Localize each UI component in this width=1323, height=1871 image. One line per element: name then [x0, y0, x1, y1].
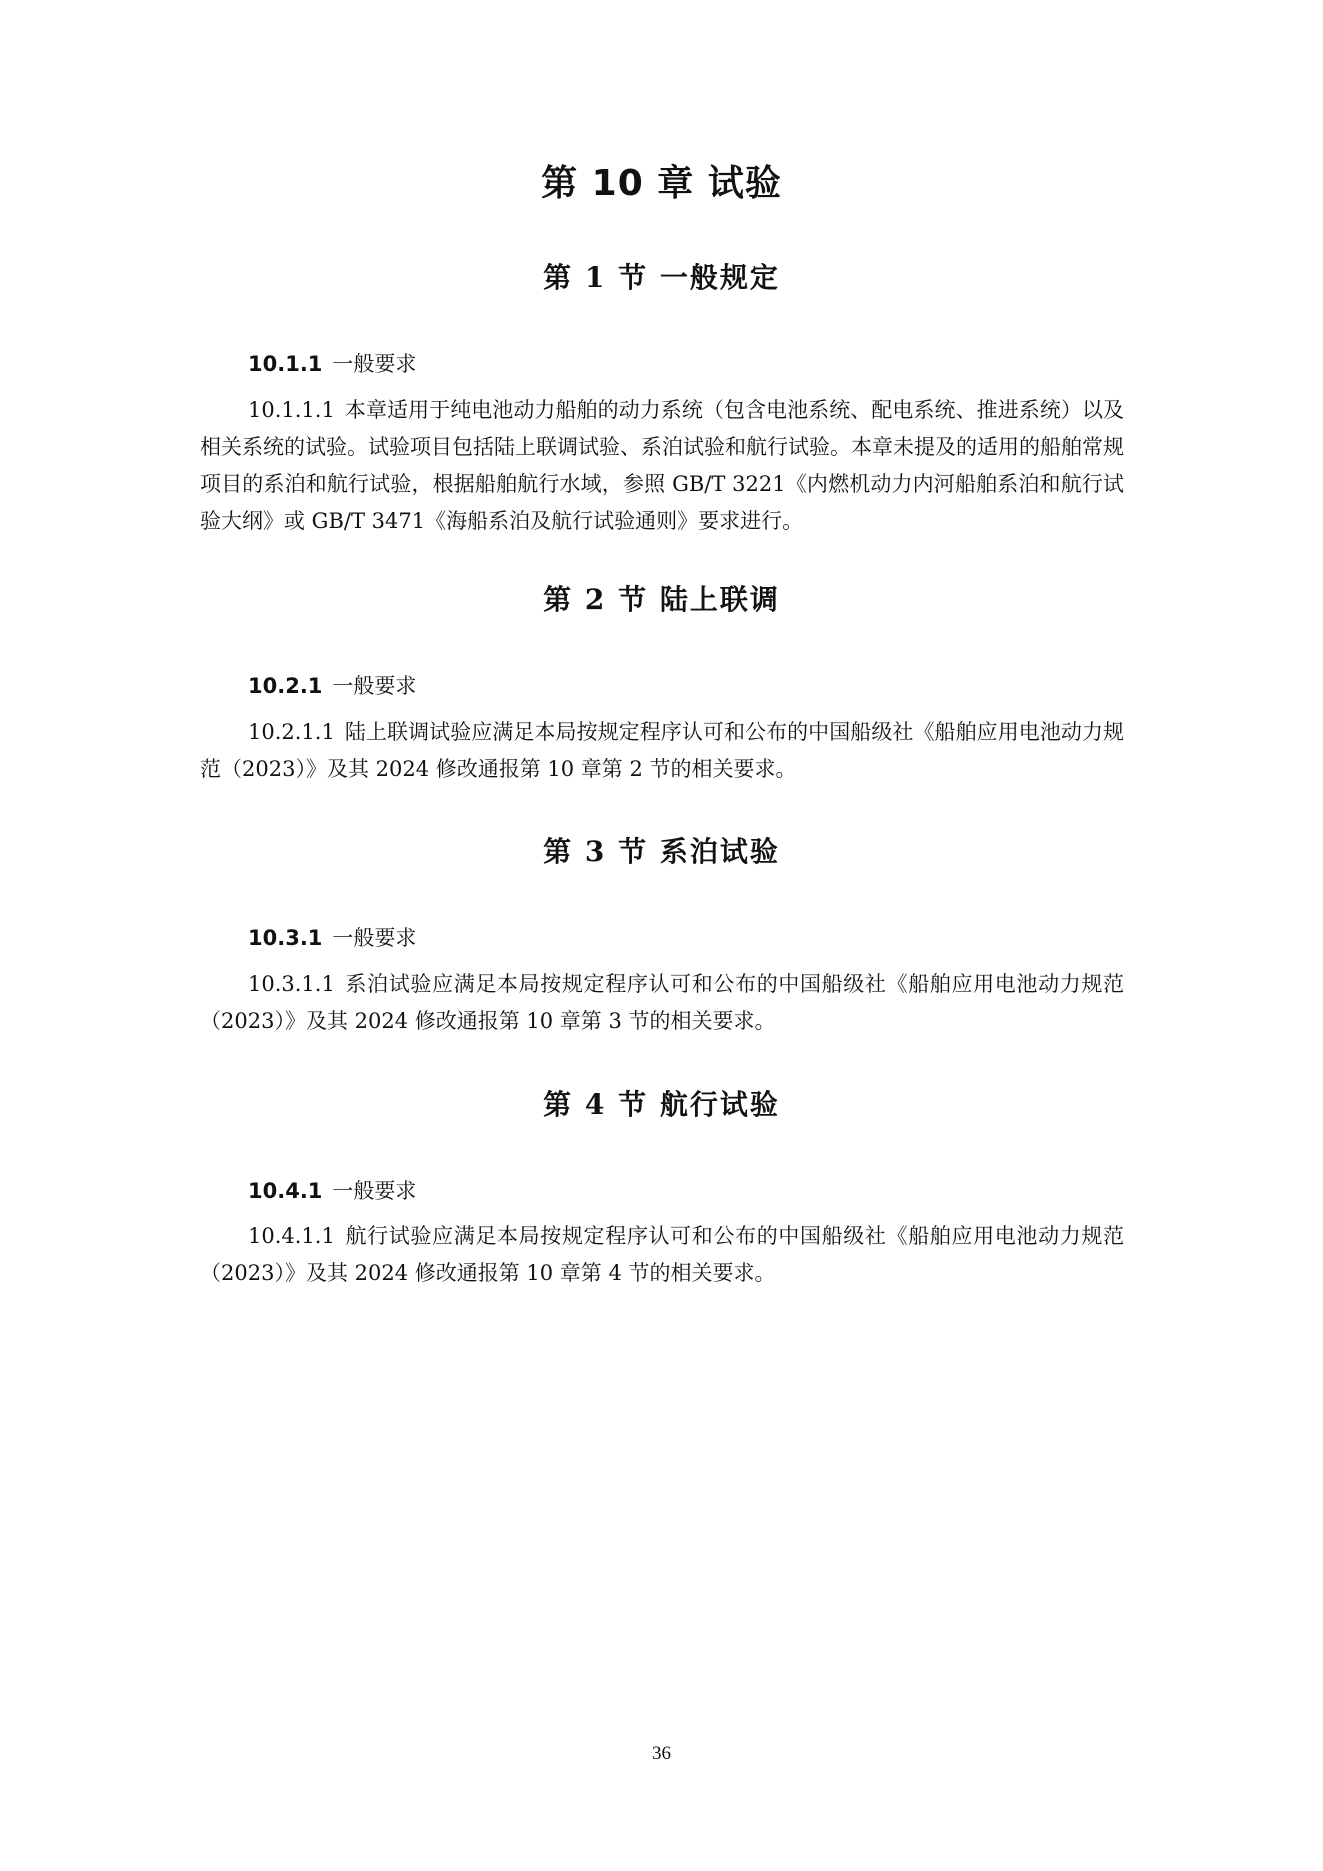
paragraph-number: 10.2.1.1 — [248, 720, 335, 744]
clause-heading-10-3-1 — [248, 924, 416, 952]
clause-title: 一般要求 — [332, 926, 417, 950]
section-title-2: 第 2 节 陆上联调 — [543, 583, 780, 616]
paragraph-text: 陆上联调试验应满足本局按规定程序认可和公布的中国船级社《船舶应用电池动力规范（2023）》及其 2024 修改通报第 10 章第 2 节的相关要求。 — [200, 720, 1124, 781]
paragraph-text: 航行试验应满足本局按规定程序认可和公布的中国船级社《船舶应用电池动力规范（2023）》及其 2024 修改通报第 10 章第 4 节的相关要求。 — [200, 1224, 1124, 1285]
paragraph-number: 10.3.1.1 — [248, 972, 335, 996]
paragraph-10-2-1-1 — [200, 714, 1124, 788]
clause-number: 10.4.1 — [248, 1179, 323, 1203]
paragraph-text: 本章适用于纯电池动力船舶的动力系统（包含电池系统、配电系统、推进系统）以及相关系统的试验。试验项目包括陆上联调试验、系泊试验和航行试验。本章未提及的适用的船舶常规项目的系泊和航行试验，根据船舶航行水域，参照 GB/T 3221《内燃机动力内河船舶系泊和航行试验大纲》或 GB/T 3471《海船系泊及航行试验通则》要求进行。 — [200, 398, 1124, 533]
clause-number: 10.3.1 — [248, 926, 323, 950]
clause-title: 一般要求 — [332, 674, 417, 698]
paragraph-10-3-1-1 — [200, 966, 1124, 1040]
paragraph-text: 系泊试验应满足本局按规定程序认可和公布的中国船级社《船舶应用电池动力规范（2023）》及其 2024 修改通报第 10 章第 3 节的相关要求。 — [200, 972, 1124, 1033]
clause-title: 一般要求 — [332, 352, 417, 376]
paragraph-10-4-1-1 — [200, 1218, 1124, 1292]
page-number: 36 — [652, 1743, 671, 1764]
section-title-1: 第 1 节 一般规定 — [543, 261, 780, 294]
paragraph-10-1-1-1 — [200, 392, 1124, 540]
chapter-title: 第 10 章 试验 — [541, 163, 782, 204]
section-title-3: 第 3 节 系泊试验 — [543, 835, 780, 868]
clause-heading-10-1-1 — [248, 350, 416, 378]
section-title-4: 第 4 节 航行试验 — [543, 1088, 780, 1121]
clause-heading-10-4-1 — [248, 1177, 416, 1205]
clause-number: 10.2.1 — [248, 674, 323, 698]
paragraph-number: 10.1.1.1 — [248, 398, 335, 422]
clause-title: 一般要求 — [332, 1179, 417, 1203]
clause-number: 10.1.1 — [248, 352, 323, 376]
paragraph-number: 10.4.1.1 — [248, 1224, 335, 1248]
clause-heading-10-2-1 — [248, 672, 416, 700]
